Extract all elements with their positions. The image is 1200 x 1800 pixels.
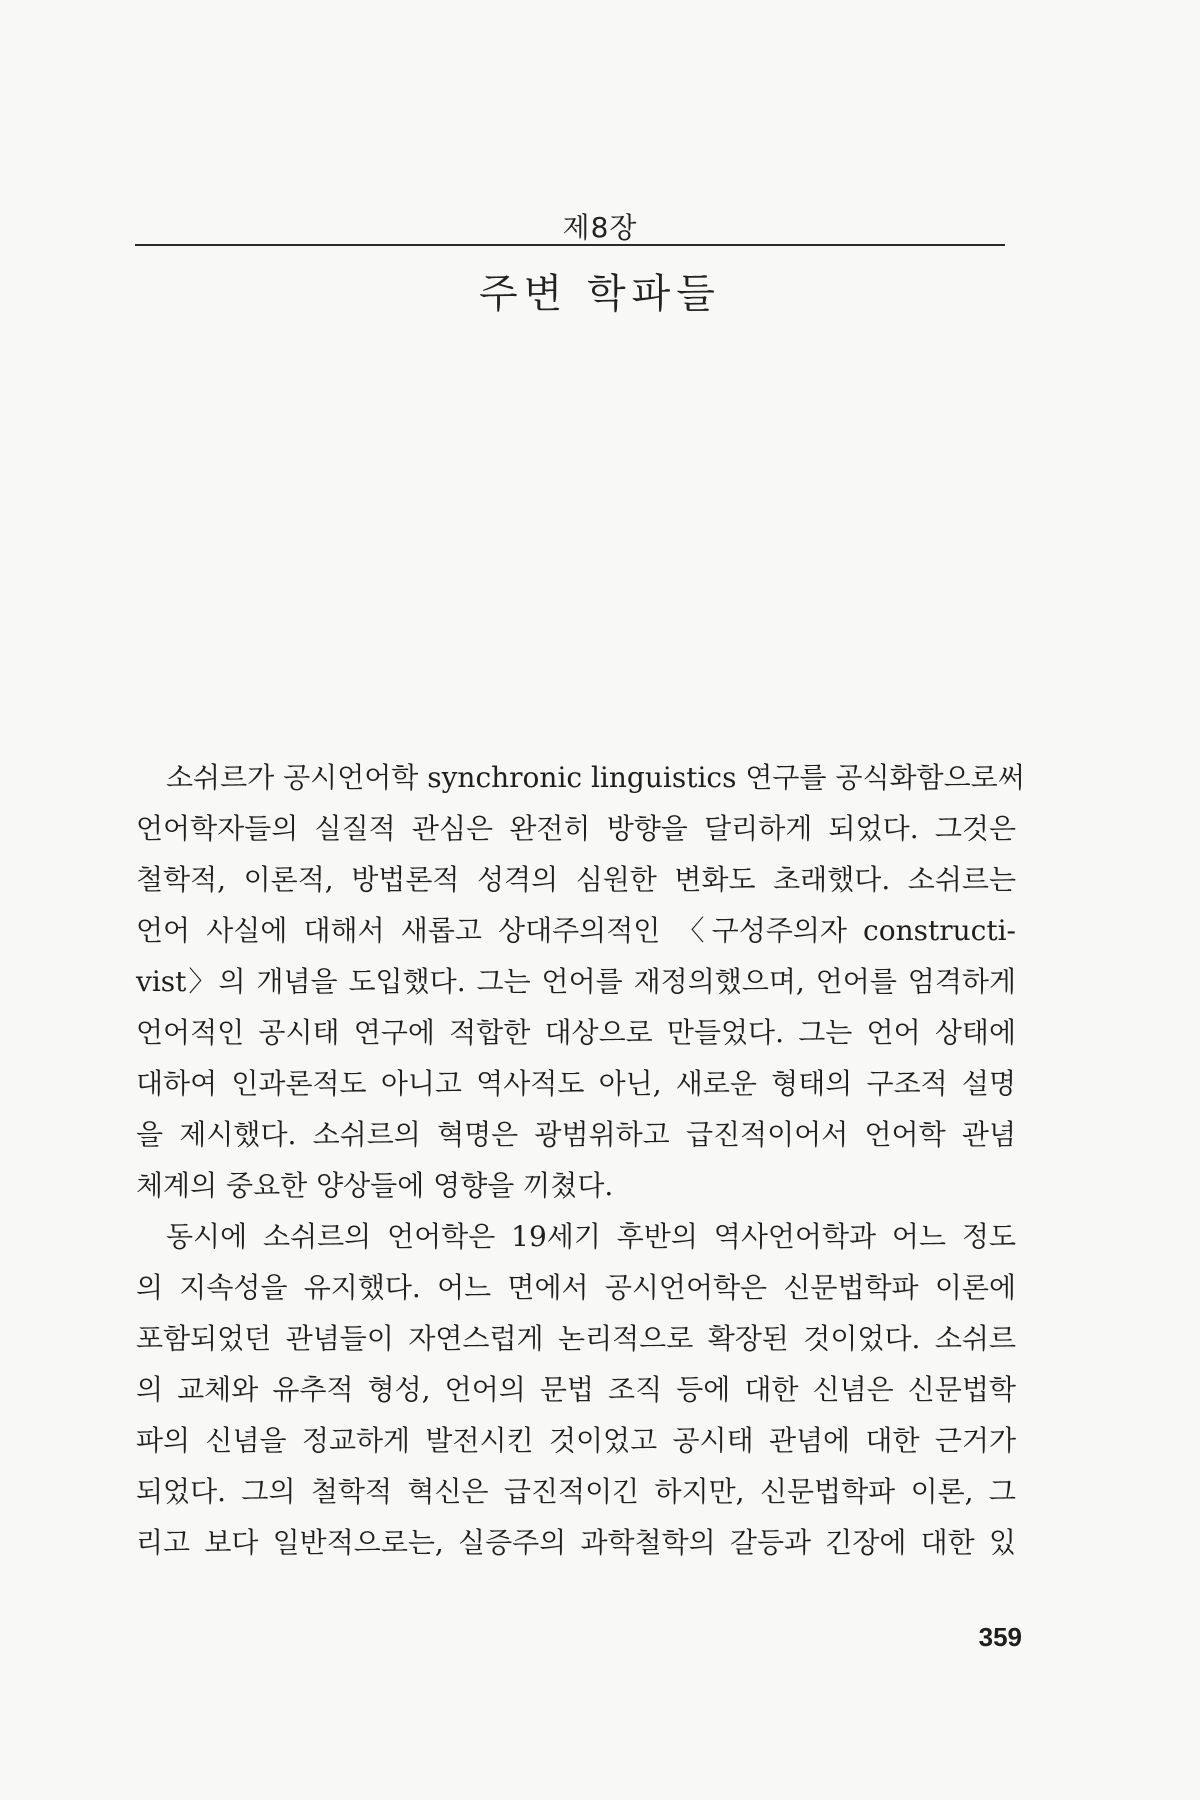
text-line: 동시에 소쉬르의 언어학은 19세기 후반의 역사언어학과 어느 정도: [166, 1220, 1016, 1253]
text-line: 의 교체와 유추적 형성, 언어의 문법 조직 등에 대한 신념은 신문법학: [136, 1373, 1016, 1406]
chapter-divider: [135, 244, 1005, 246]
text-line: 리고 보다 일반적으로는, 실증주의 과학철학의 갈등과 긴장에 대한 있: [136, 1526, 1016, 1559]
chapter-label: 제8장: [562, 211, 638, 244]
text-line: 파의 신념을 정교하게 발전시킨 것이었고 공시태 관념에 대한 근거가: [136, 1424, 1016, 1457]
text-line: 소쉬르가 공시언어학 synchronic linguistics 연구를 공식화함으로써: [166, 761, 1025, 794]
text-line: 대하여 인과론적도 아니고 역사적도 아닌, 새로운 형태의 구조적 설명: [136, 1067, 1016, 1100]
text-line: 언어학자들의 실질적 관심은 완전히 방향을 달리하게 되었다. 그것은: [136, 812, 1016, 845]
text-line: 을 제시했다. 소쉬르의 혁명은 광범위하고 급진적이어서 언어학 관념: [136, 1118, 1016, 1151]
text-line: 언어 사실에 대해서 새롭고 상대주의적인 〈구성주의자 constructi-: [136, 914, 1016, 947]
body-text: [136, 752, 1025, 1568]
chapter-title: 주변 학파들: [479, 271, 721, 317]
text-line: vist〉의 개념을 도입했다. 그는 언어를 재정의했으며, 언어를 엄격하게: [136, 965, 1016, 998]
text-line: 체계의 중요한 양상들에 영향을 끼쳤다.: [136, 1169, 614, 1202]
page-number: 359: [978, 1622, 1022, 1652]
text-line: 언어적인 공시태 연구에 적합한 대상으로 만들었다. 그는 언어 상태에: [136, 1016, 1016, 1049]
paragraph-2: [136, 1211, 1016, 1568]
text-line: 포함되었던 관념들이 자연스럽게 논리적으로 확장된 것이었다. 소쉬르: [136, 1322, 1016, 1355]
text-line: 되었다. 그의 철학적 혁신은 급진적이긴 하지만, 신문법학파 이론, 그: [136, 1475, 1016, 1508]
text-line: 철학적, 이론적, 방법론적 성격의 심원한 변화도 초래했다. 소쉬르는: [136, 863, 1016, 896]
paragraph-1: [136, 752, 1025, 1211]
text-line: 의 지속성을 유지했다. 어느 면에서 공시언어학은 신문법학파 이론에: [136, 1271, 1016, 1304]
